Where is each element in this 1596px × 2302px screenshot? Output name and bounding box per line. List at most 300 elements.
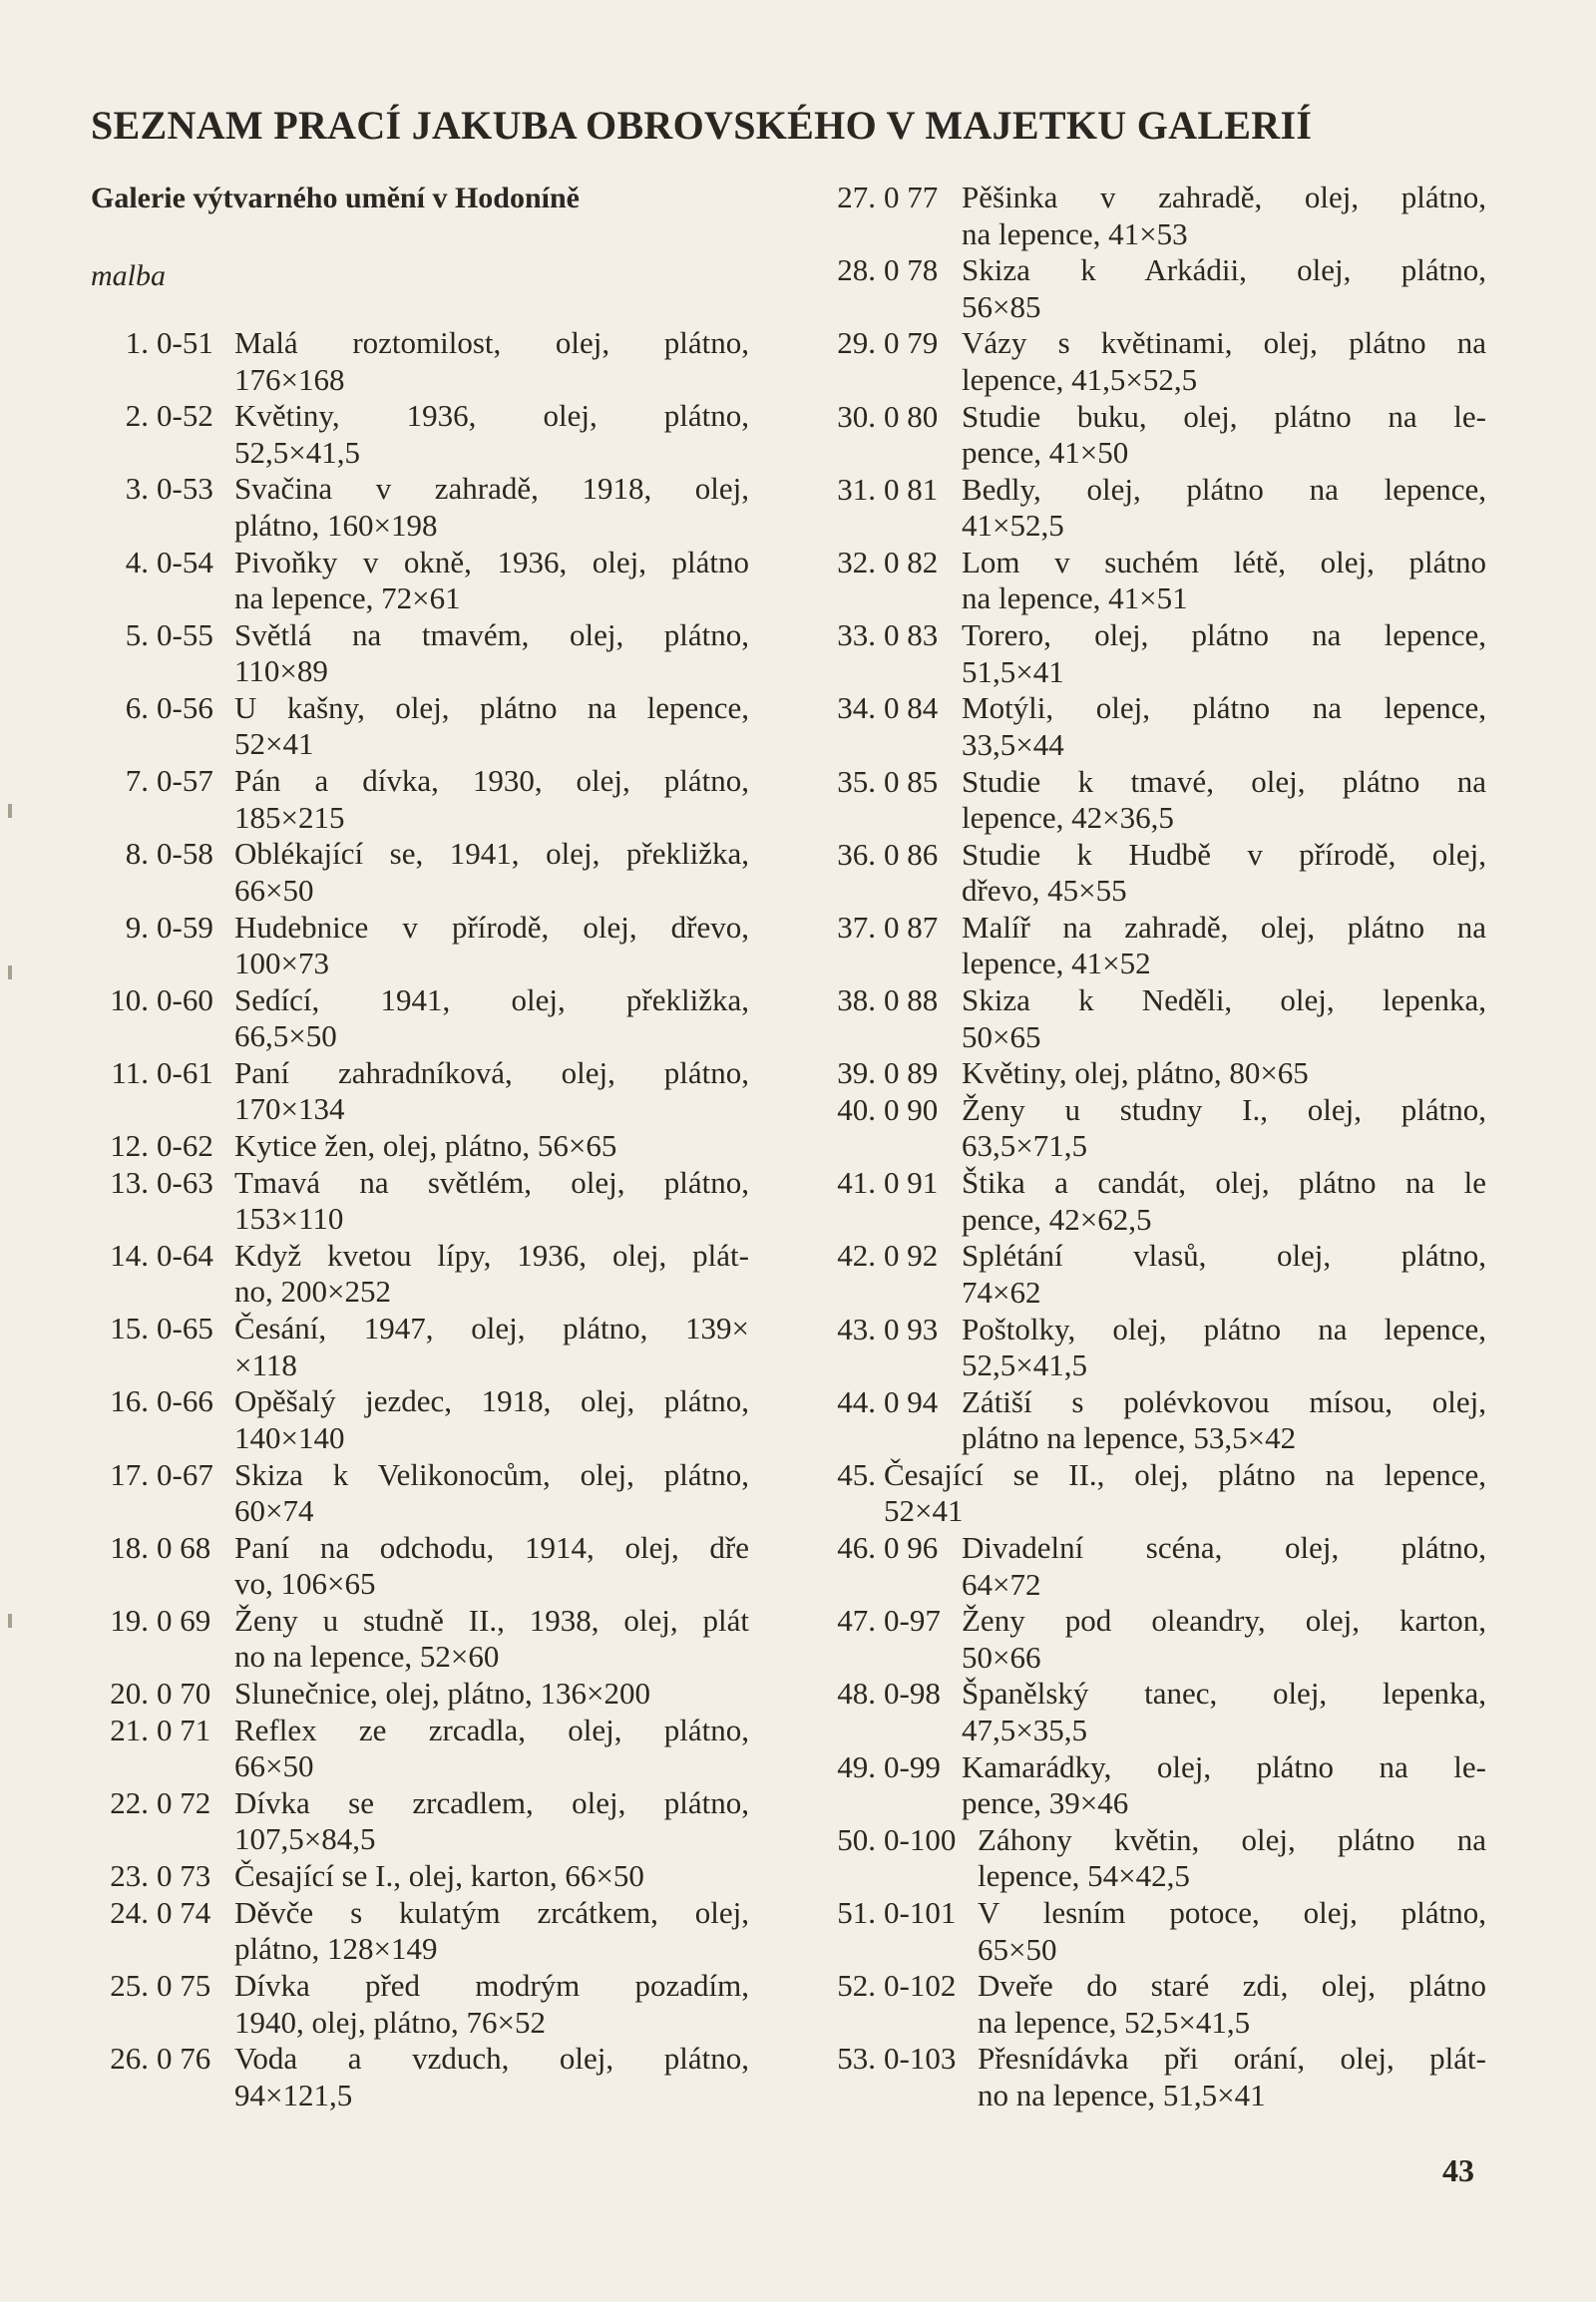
entry-description-line: Studie k tmavé, olej, plátno na: [962, 763, 1486, 799]
entry-description-line: 52×41: [234, 726, 314, 762]
entry-description: [962, 837, 1486, 910]
entry-inventory-code: 0-67: [157, 1456, 213, 1492]
entry-description-line: Děvče s kulatým zrcátkem, olej,: [234, 1894, 749, 1930]
entry-description-line: Kamarádky, olej, plátno na le-: [962, 1748, 1486, 1784]
entry-description: [962, 1055, 1486, 1092]
entry-number: 30.: [837, 398, 876, 434]
catalog-entry: [818, 325, 1486, 398]
catalog-entry: [91, 1238, 749, 1311]
entry-number: 41.: [837, 1165, 876, 1201]
entry-description-line: Květiny, olej, plátno, 80×65: [962, 1055, 1309, 1091]
entry-number: 15.: [110, 1311, 149, 1346]
entry-description-line: na lepence, 41×53: [962, 215, 1188, 251]
catalog-entry: [818, 1165, 1486, 1238]
entry-description-line: plátno na lepence, 53,5×42: [962, 1420, 1297, 1456]
entry-description: [962, 1676, 1486, 1748]
entry-description: [234, 1895, 749, 1968]
entry-inventory-code: 0-102: [884, 1968, 957, 2004]
entry-description-line: 176×168: [234, 361, 345, 397]
catalog-entry: [818, 690, 1486, 763]
entry-description-line: Španělský tanec, olej, lepenka,: [962, 1676, 1486, 1712]
entry-description-line: na lepence, 52,5×41,5: [978, 2004, 1251, 2040]
entry-description-line: Světlá na tmavém, olej, plátno,: [234, 616, 749, 652]
entry-description-line: Motýli, olej, plátno na lepence,: [962, 690, 1486, 726]
entry-description: [234, 1238, 749, 1311]
entry-number: 40.: [837, 1091, 876, 1127]
entry-number: 37.: [837, 909, 876, 945]
entry-description: [962, 764, 1486, 837]
entry-description: [234, 1968, 749, 2041]
entry-description-line: Dveře do staré zdi, olej, plátno: [978, 1968, 1486, 2004]
catalog-entry: [818, 472, 1486, 545]
entry-description-line: Záhony květin, olej, plátno na: [978, 1821, 1486, 1857]
entry-description-line: lepence, 41,5×52,5: [962, 361, 1198, 397]
entry-description-line: 50×66: [962, 1639, 1041, 1675]
catalog-entry: [818, 1312, 1486, 1384]
catalog-entry: [91, 1128, 749, 1165]
catalog-entry: [91, 1165, 749, 1238]
catalog-entry: [91, 2041, 749, 2113]
entry-description: [876, 1457, 1486, 1530]
entry-description-line: no, 200×252: [234, 1274, 391, 1310]
entry-description-line: 66×50: [234, 1748, 314, 1784]
entry-inventory-code: 0-101: [884, 1895, 957, 1930]
entry-inventory-code: 0-100: [884, 1821, 957, 1857]
entry-description: [234, 1530, 749, 1603]
entry-inventory-code: 0 87: [884, 909, 939, 945]
entry-number: 25.: [110, 1968, 149, 2003]
entry-inventory-code: 0 80: [884, 398, 939, 434]
entry-inventory-code: 0 85: [884, 763, 939, 799]
catalog-entry: [91, 763, 749, 836]
entry-description: [234, 398, 749, 471]
entry-number: 18.: [110, 1529, 149, 1565]
entry-description-line: 41×52,5: [962, 508, 1064, 544]
entry-description-line: Paní na odchodu, 1914, olej, dře: [234, 1529, 749, 1565]
entry-inventory-code: 0 82: [884, 544, 939, 579]
entry-inventory-code: 0 84: [884, 690, 939, 726]
entry-inventory-code: 0 69: [157, 1602, 211, 1638]
entry-number: 47.: [837, 1603, 876, 1639]
catalog-entry: [91, 1055, 749, 1128]
entry-number: 12.: [110, 1128, 149, 1164]
catalog-entry: [818, 1676, 1486, 1748]
entry-description-line: Štika a candát, olej, plátno na le: [962, 1165, 1486, 1201]
entry-description-line: 47,5×35,5: [962, 1712, 1087, 1747]
catalog-entry: [818, 1457, 1486, 1530]
entry-description-line: Poštolky, olej, plátno na lepence,: [962, 1311, 1486, 1346]
entry-number: 38.: [837, 982, 876, 1018]
entry-inventory-code: 0-55: [157, 616, 213, 652]
entry-description-line: Skiza k Arkádii, olej, plátno,: [962, 252, 1486, 288]
entry-number: 32.: [837, 544, 876, 579]
entry-description-line: Ženy u studně II., 1938, olej, plát: [234, 1602, 749, 1638]
entry-number: 22.: [110, 1784, 149, 1820]
entry-description-line: 170×134: [234, 1091, 345, 1127]
page-heading: SEZNAM PRACÍ JAKUBA OBROVSKÉHO V MAJETKU GALERIÍ: [91, 103, 1313, 148]
entry-description-line: Skiza k Neděli, olej, lepenka,: [962, 982, 1486, 1018]
entry-description-line: pence, 42×62,5: [962, 1201, 1152, 1237]
entry-description: [962, 1312, 1486, 1384]
catalog-entry: [818, 2041, 1486, 2113]
entry-number: 16.: [110, 1383, 149, 1419]
entry-description: [978, 1895, 1486, 1968]
catalog-entry: [818, 982, 1486, 1055]
entry-description-line: Slunečnice, olej, plátno, 136×200: [234, 1676, 650, 1712]
catalog-entry: [818, 399, 1486, 472]
catalog-entry: [91, 1968, 749, 2041]
entry-description-line: Lom v suchém létě, olej, plátno: [962, 544, 1486, 579]
entry-number: 34.: [837, 690, 876, 726]
entry-description-line: Malá roztomilost, olej, plátno,: [234, 325, 749, 360]
catalog-entry: [91, 1530, 749, 1603]
entry-number: 5.: [125, 616, 149, 652]
entry-description-line: lepence, 41×52: [962, 946, 1151, 981]
entry-description: [234, 1785, 749, 1858]
entry-description: [962, 1749, 1486, 1822]
catalog-entry: [818, 1603, 1486, 1676]
entry-description: [962, 545, 1486, 617]
entry-number: 23.: [110, 1858, 149, 1894]
entry-inventory-code: 0 68: [157, 1529, 211, 1565]
entry-number: 46.: [837, 1530, 876, 1566]
catalog-entry: [818, 545, 1486, 617]
entry-inventory-code: 0 74: [157, 1894, 211, 1930]
entry-description: [234, 617, 749, 690]
entry-description-line: na lepence, 41×51: [962, 580, 1188, 616]
entry-description: [234, 690, 749, 763]
entry-description: [962, 325, 1486, 398]
entry-description-line: no na lepence, 51,5×41: [978, 2077, 1266, 2112]
entry-description-line: 52,5×41,5: [234, 434, 360, 470]
entry-description: [978, 1968, 1486, 2041]
catalog-entry: [91, 1603, 749, 1676]
entry-number: 42.: [837, 1238, 876, 1274]
entry-description-line: 100×73: [234, 946, 329, 980]
entry-description-line: Přesnídávka při orání, olej, plát-: [978, 2041, 1486, 2077]
entry-description: [234, 1165, 749, 1238]
catalog-entry: [91, 471, 749, 544]
entry-description-line: 51,5×41: [962, 653, 1064, 689]
entry-number: 48.: [837, 1676, 876, 1712]
entry-description: [962, 399, 1486, 472]
entry-description: [962, 1530, 1486, 1603]
catalog-entry: [818, 1895, 1486, 1968]
catalog-entry: [818, 1749, 1486, 1822]
catalog-entry: [91, 1457, 749, 1530]
entry-description-line: pence, 39×46: [962, 1785, 1129, 1821]
entry-inventory-code: 0-63: [157, 1164, 213, 1200]
entry-number: 27.: [837, 180, 876, 214]
entry-number: 7.: [125, 763, 149, 799]
entry-number: 24.: [110, 1894, 149, 1930]
entry-inventory-code: 0-53: [157, 471, 213, 507]
entry-description-line: plátno, 160×198: [234, 507, 438, 543]
entry-description-line: Malíř na zahradě, olej, plátno na: [962, 909, 1486, 945]
entry-number: 52.: [837, 1968, 876, 2004]
entry-number: 6.: [125, 689, 149, 725]
entry-description: [962, 1384, 1486, 1457]
margin-mark: [8, 804, 12, 818]
entry-description-line: 1940, olej, plátno, 76×52: [234, 2004, 546, 2040]
entry-description: [962, 252, 1486, 325]
entry-inventory-code: 0 71: [157, 1712, 211, 1747]
entry-description-line: Květiny, 1936, olej, plátno,: [234, 398, 749, 434]
left-column-list: [91, 325, 749, 2113]
entry-description: [962, 1603, 1486, 1676]
entry-number: 8.: [125, 836, 149, 872]
entry-inventory-code: 0 75: [157, 1968, 211, 2003]
entry-description-line: Skiza k Velikonocům, olej, plátno,: [234, 1456, 749, 1492]
entry-description-line: 94×121,5: [234, 2077, 353, 2112]
entry-description: [962, 1092, 1486, 1165]
entry-inventory-code: 0 86: [884, 836, 939, 872]
entry-inventory-code: 0 76: [157, 2041, 211, 2077]
catalog-entry: [818, 617, 1486, 690]
entry-number: 14.: [110, 1237, 149, 1273]
entry-inventory-code: 0 72: [157, 1784, 211, 1820]
catalog-entry: [91, 1858, 749, 1895]
entry-description-line: 140×140: [234, 1419, 345, 1455]
entry-number: 20.: [110, 1676, 149, 1712]
entry-description-line: Sedící, 1941, olej, překližka,: [234, 981, 749, 1017]
entry-description-line: Česající se II., olej, plátno na lepence,: [884, 1456, 1486, 1492]
entry-description: [978, 1822, 1486, 1895]
entry-inventory-code: 0-61: [157, 1054, 213, 1090]
entry-description: [234, 836, 749, 909]
entry-description-line: vo, 106×65: [234, 1566, 376, 1602]
entry-description-line: 66,5×50: [234, 1018, 337, 1054]
entry-inventory-code: 0-62: [157, 1128, 213, 1164]
entry-number: 53.: [837, 2041, 876, 2077]
entry-inventory-code: 0 83: [884, 617, 939, 653]
entry-description-line: Dívka před modrým pozadím,: [234, 1968, 749, 2003]
entry-description: [962, 910, 1486, 982]
entry-description: [234, 1128, 749, 1165]
entry-description-line: 66×50: [234, 872, 314, 908]
entry-description-line: Kytice žen, olej, plátno, 56×65: [234, 1128, 617, 1164]
entry-inventory-code: 0 81: [884, 471, 939, 507]
entry-inventory-code: 0 88: [884, 982, 939, 1018]
entry-description-line: Pán a dívka, 1930, olej, plátno,: [234, 763, 749, 799]
entry-inventory-code: 0-97: [884, 1603, 941, 1639]
entry-description-line: Studie buku, olej, plátno na le-: [962, 398, 1486, 434]
catalog-entry: [91, 982, 749, 1055]
entry-number: 13.: [110, 1164, 149, 1200]
entry-description-line: U kašny, olej, plátno na lepence,: [234, 689, 749, 725]
entry-description-line: Tmavá na světlém, olej, plátno,: [234, 1164, 749, 1200]
entry-description-line: plátno, 128×149: [234, 1931, 438, 1967]
catalog-entry: [91, 1785, 749, 1858]
entry-description-line: Dívka se zrcadlem, olej, plátno,: [234, 1784, 749, 1820]
catalog-entry: [818, 1968, 1486, 2041]
entry-description: [234, 763, 749, 836]
catalog-entry: [91, 836, 749, 909]
entry-description: [234, 1713, 749, 1785]
entry-description-line: lepence, 42×36,5: [962, 800, 1174, 835]
entry-number: 43.: [837, 1311, 876, 1346]
entry-description-line: Když kvetou lípy, 1936, olej, plát-: [234, 1237, 749, 1273]
entry-inventory-code: 0-54: [157, 544, 213, 579]
entry-number: 21.: [110, 1712, 149, 1747]
entry-description-line: Svačina v zahradě, 1918, olej,: [234, 471, 749, 507]
margin-mark: [8, 965, 12, 979]
entry-inventory-code: 0 91: [884, 1165, 939, 1201]
catalog-entry: [91, 1383, 749, 1456]
entry-description-line: Oblékající se, 1941, olej, překližka,: [234, 836, 749, 872]
entry-description: [234, 1858, 749, 1895]
catalog-entry: [91, 1713, 749, 1785]
entry-number: 10.: [110, 981, 149, 1017]
entry-inventory-code: 0-65: [157, 1311, 213, 1346]
margin-mark: [8, 1614, 12, 1628]
entry-number: 4.: [125, 544, 149, 579]
entry-description: [234, 1457, 749, 1530]
entry-description: [234, 1383, 749, 1456]
entry-description-line: 153×110: [234, 1201, 344, 1237]
page-number: 43: [1442, 2152, 1474, 2188]
entry-description-line: na lepence, 72×61: [234, 580, 461, 616]
entry-description-line: 50×65: [962, 1018, 1041, 1054]
entry-description-line: Česající se I., olej, karton, 66×50: [234, 1858, 644, 1894]
catalog-entry: [818, 837, 1486, 910]
entry-inventory-code: 0 78: [884, 252, 939, 288]
entry-number: 31.: [837, 471, 876, 507]
catalog-entry: [91, 690, 749, 763]
entry-inventory-code: 0-60: [157, 981, 213, 1017]
entry-inventory-code: 0-51: [157, 325, 213, 360]
catalog-entry: [91, 910, 749, 982]
entry-description: [234, 1676, 749, 1713]
entry-description: [234, 1311, 749, 1383]
entry-description-line: pence, 41×50: [962, 435, 1129, 471]
entry-inventory-code: 0 73: [157, 1858, 211, 1894]
catalog-entry: [818, 1822, 1486, 1895]
entry-description-line: 52×41: [884, 1493, 964, 1529]
entry-number: 35.: [837, 763, 876, 799]
catalog-entry: [818, 764, 1486, 837]
catalog-entry: [91, 1676, 749, 1713]
entry-description-line: Divadelní scéna, olej, plátno,: [962, 1530, 1486, 1566]
entry-inventory-code: 0-57: [157, 763, 213, 799]
entry-description-line: 60×74: [234, 1493, 314, 1528]
entry-number: 49.: [837, 1748, 876, 1784]
entry-description-line: Bedly, olej, plátno na lepence,: [962, 471, 1486, 507]
entry-number: 9.: [125, 909, 149, 945]
entry-description-line: lepence, 54×42,5: [978, 1858, 1190, 1894]
entry-description: [234, 325, 749, 398]
entry-inventory-code: 0 90: [884, 1091, 939, 1127]
entry-inventory-code: 0-58: [157, 836, 213, 872]
catalog-entry: [91, 325, 749, 398]
entry-description-line: Pěšinka v zahradě, olej, plátno,: [962, 180, 1486, 214]
entry-inventory-code: 0-99: [884, 1748, 941, 1784]
entry-description-line: 74×62: [962, 1274, 1041, 1310]
catalog-entry: [818, 1530, 1486, 1603]
entry-inventory-code: 0-64: [157, 1237, 213, 1273]
entry-inventory-code: 0-56: [157, 689, 213, 725]
entry-description: [978, 2041, 1486, 2113]
entry-number: 3.: [125, 471, 149, 507]
catalog-entry: [818, 1384, 1486, 1457]
entry-description: [234, 910, 749, 982]
entry-description-line: 65×50: [978, 1931, 1057, 1967]
entry-number: 44.: [837, 1383, 876, 1419]
entry-number: 11.: [111, 1054, 149, 1090]
catalog-entry: [91, 1895, 749, 1968]
entry-inventory-code: 0 79: [884, 325, 939, 361]
entry-description-line: 110×89: [234, 653, 328, 689]
entry-description-line: 56×85: [962, 288, 1041, 324]
catalog-entry: [818, 180, 1486, 252]
catalog-entry: [818, 252, 1486, 325]
entry-description-line: Reflex ze zrcadla, olej, plátno,: [234, 1712, 749, 1747]
entry-description: [962, 690, 1486, 763]
entry-description-line: Vázy s květinami, olej, plátno na: [962, 325, 1486, 361]
entry-number: 26.: [110, 2041, 149, 2077]
entry-number: 36.: [837, 836, 876, 872]
entry-description: [234, 1603, 749, 1676]
entry-number: 45.: [837, 1456, 876, 1492]
entry-description: [962, 1165, 1486, 1238]
entry-description-line: Hudebnice v přírodě, olej, dřevo,: [234, 909, 749, 945]
entry-number: 2.: [125, 398, 149, 434]
section-label: malba: [91, 259, 166, 292]
catalog-entry: [818, 1092, 1486, 1165]
catalog-entry: [91, 617, 749, 690]
entry-description: [962, 472, 1486, 545]
entry-inventory-code: 0 92: [884, 1238, 939, 1274]
catalog-entry: [818, 910, 1486, 982]
entry-number: 50.: [837, 1821, 876, 1857]
entry-description: [234, 545, 749, 617]
entry-description: [234, 471, 749, 544]
right-column-list: [818, 180, 1486, 2114]
entry-description-line: Pivoňky v okně, 1936, olej, plátno: [234, 544, 749, 579]
entry-description-line: 185×215: [234, 799, 345, 835]
entry-description-line: Voda a vzduch, olej, plátno,: [234, 2041, 749, 2077]
entry-description-line: Česání, 1947, olej, plátno, 139×: [234, 1311, 749, 1346]
entry-description: [962, 982, 1486, 1055]
entry-number: 17.: [110, 1456, 149, 1492]
entry-inventory-code: 0-66: [157, 1383, 213, 1419]
entry-inventory-code: 0 94: [884, 1383, 939, 1419]
entry-number: 29.: [837, 325, 876, 361]
entry-description-line: Opěšalý jezdec, 1918, olej, plátno,: [234, 1383, 749, 1419]
entry-number: 33.: [837, 617, 876, 653]
entry-description-line: no na lepence, 52×60: [234, 1639, 500, 1675]
entry-inventory-code: 0-59: [157, 909, 213, 945]
entry-description: [234, 982, 749, 1055]
entry-inventory-code: 0-98: [884, 1676, 941, 1712]
entry-description: [962, 617, 1486, 690]
entry-description-line: Paní zahradníková, olej, plátno,: [234, 1054, 749, 1090]
entry-description-line: Studie k Hudbě v přírodě, olej,: [962, 836, 1486, 872]
entry-description-line: ×118: [234, 1346, 297, 1382]
entry-inventory-code: 0 70: [157, 1676, 211, 1712]
entry-description-line: Ženy u studny I., olej, plátno,: [962, 1091, 1486, 1127]
entry-description-line: dřevo, 45×55: [962, 873, 1127, 909]
entry-number: 1.: [125, 325, 149, 360]
entry-description: [234, 2041, 749, 2113]
entry-inventory-code: 0 77: [884, 180, 939, 214]
entry-description: [234, 1055, 749, 1128]
entry-number: 28.: [837, 252, 876, 288]
gallery-name: Galerie výtvarného umění v Hodoníně: [91, 182, 580, 214]
catalog-entry: [818, 1055, 1486, 1092]
entry-description-line: V lesním potoce, olej, plátno,: [978, 1895, 1486, 1930]
entry-description-line: Zátiší s polévkovou mísou, olej,: [962, 1383, 1486, 1419]
